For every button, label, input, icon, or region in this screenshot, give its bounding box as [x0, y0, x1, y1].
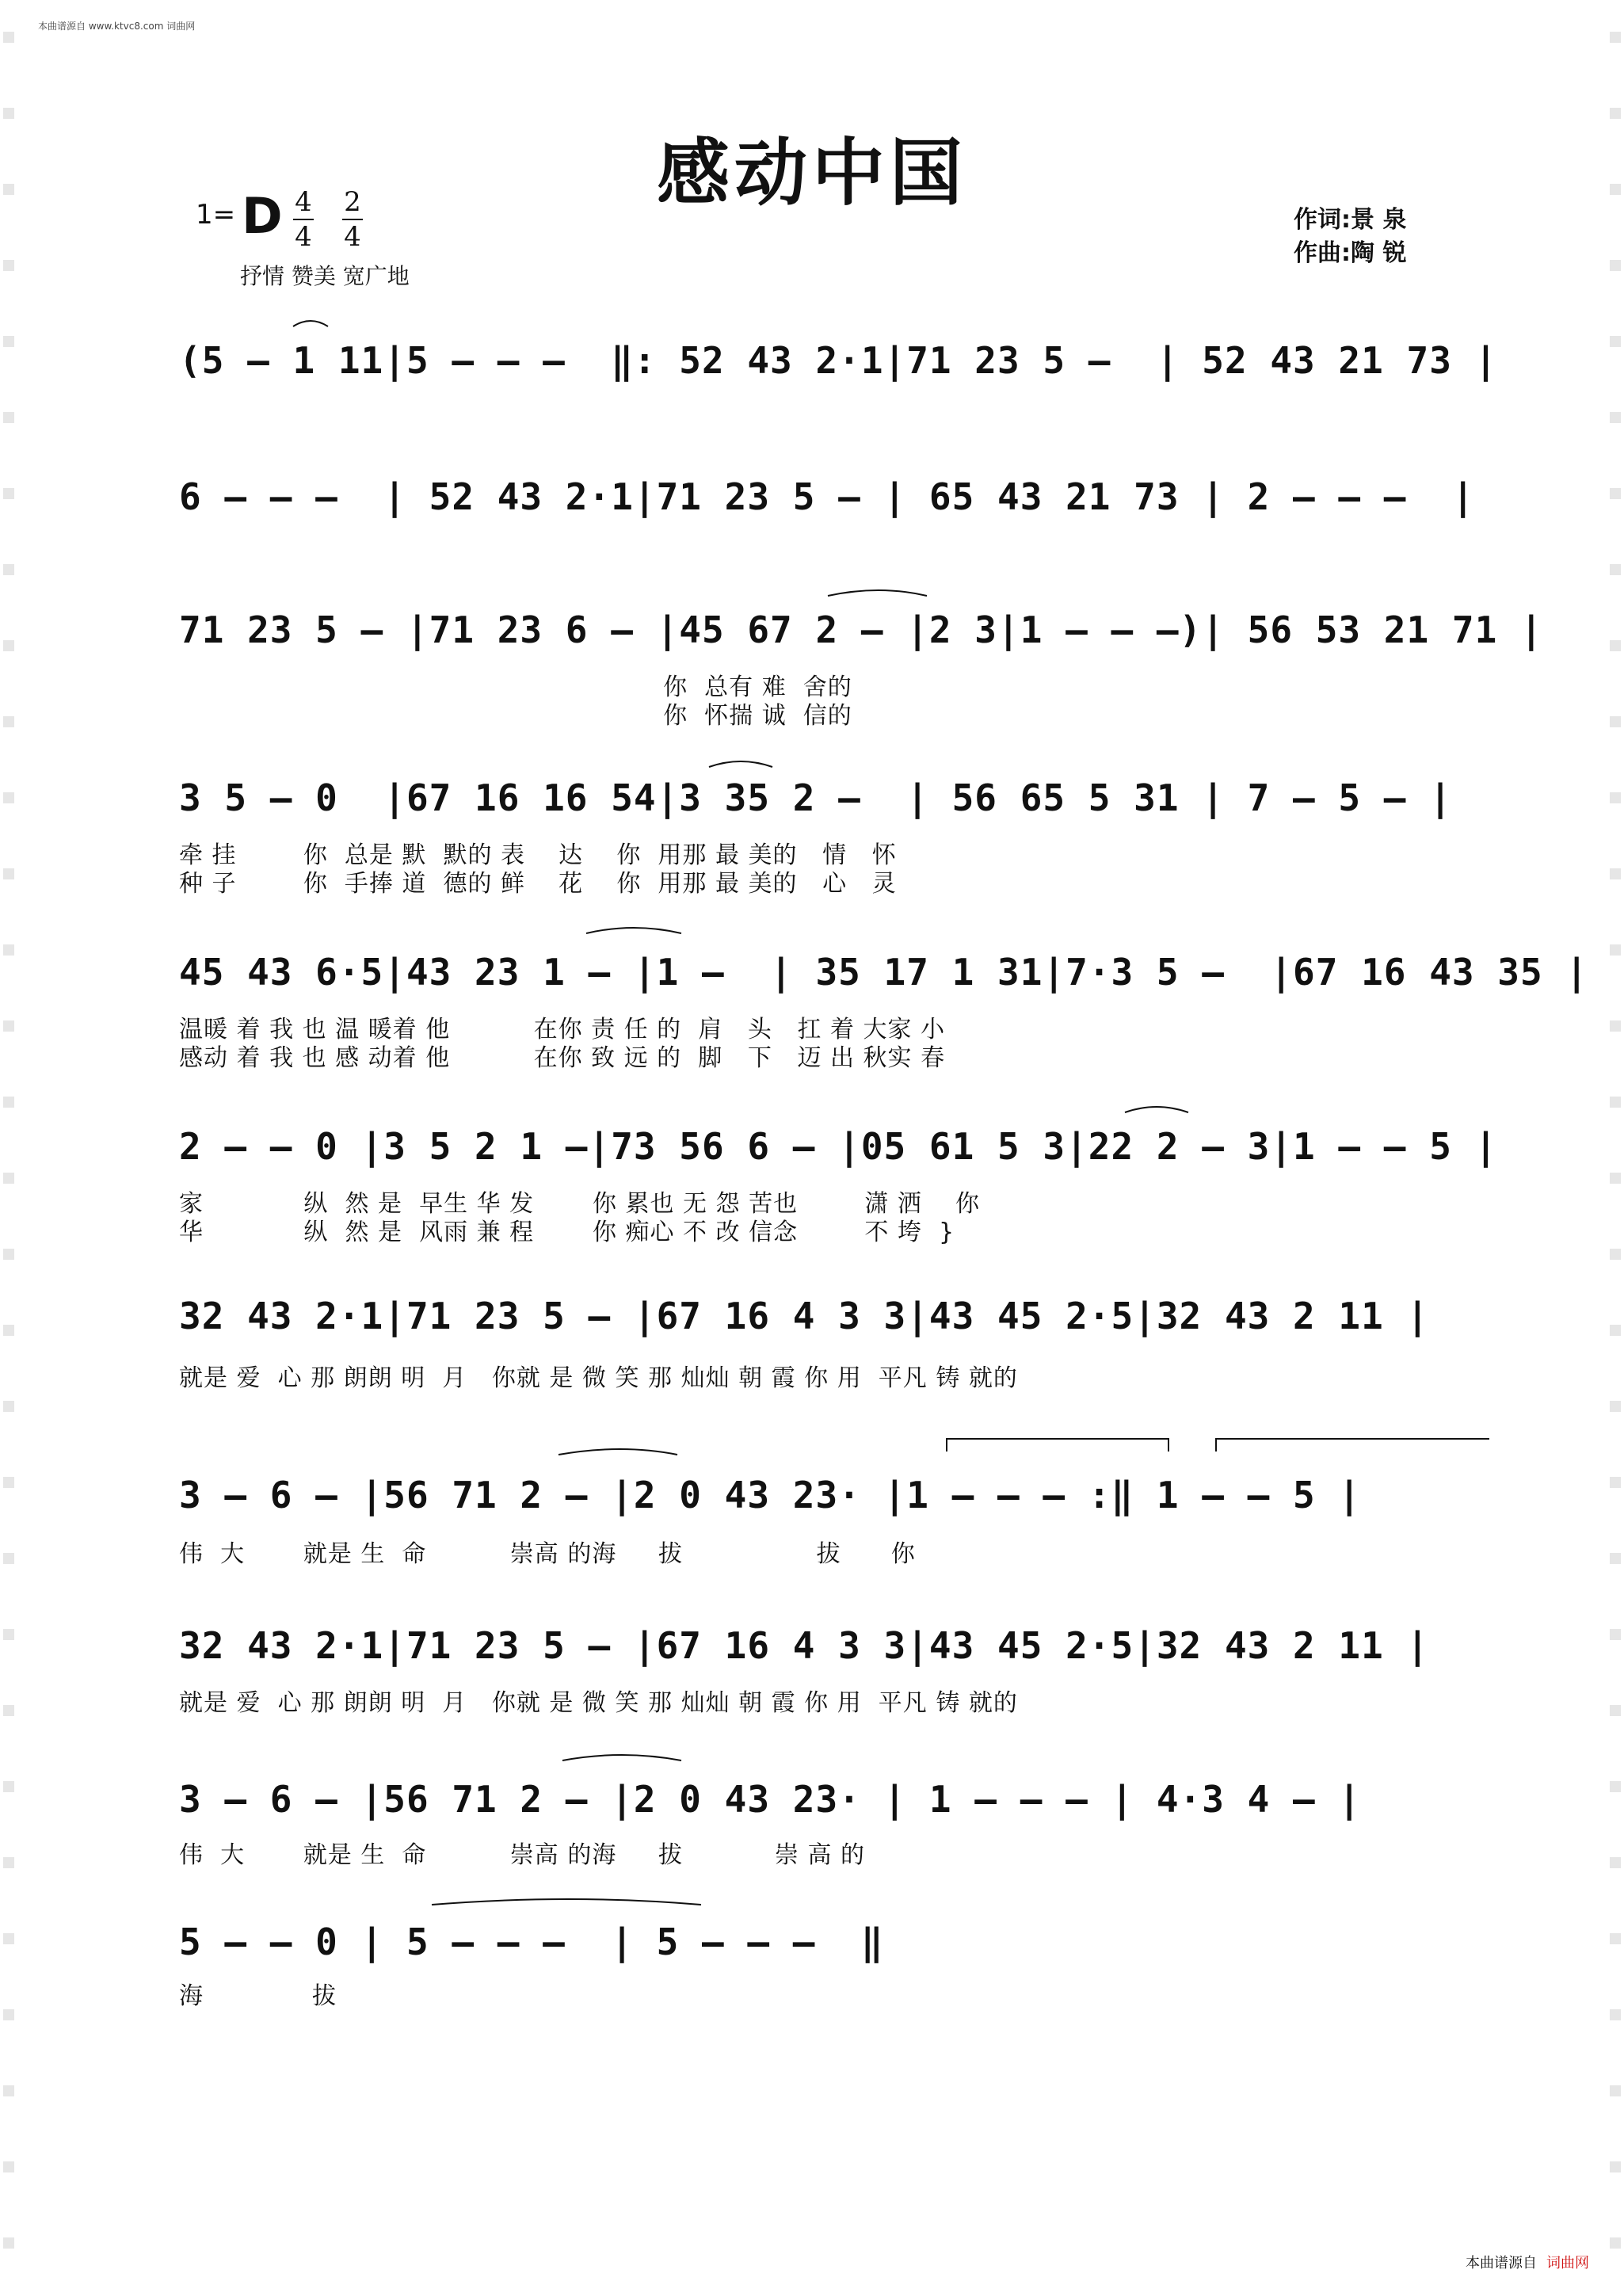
score-row-8: 3 – 6 – |56 71 2 – |2 0 43 23· |1 – – – :‖ 1 – – 5 | [179, 1474, 1362, 1516]
source-label: 本曲谱源自 [1466, 2255, 1537, 2272]
time-signature-1-bottom: 4 [295, 221, 312, 253]
lyric-row-7: 就是 爱 心 那 朗朗 明 月 你就 是 微 笑 那 灿灿 朝 霞 你 用 平凡 铸 就的 [179, 1364, 1018, 1392]
score-row-2: 6 – – – | 52 43 2·1|71 23 5 – | 65 43 21 73 | 2 – – – | [179, 475, 1475, 518]
score-row-1: (5 – 1 11|5 – – – ‖: 52 43 2·1|71 23 5 – | 52 43 21 73 | [179, 339, 1498, 382]
key-note: D [242, 187, 283, 245]
lyric-row-8: 伟 大 就是 生 命 崇高 的海 拔 拔 你 [179, 1540, 916, 1568]
source-note-top: 本曲谱源自 www.ktvc8.com 词曲网 [38, 21, 196, 32]
source-note-bottom [1466, 2252, 1589, 2272]
score-row-9: 32 43 2·1|71 23 5 – |67 16 4 3 3|43 45 2·5|32 43 2 11 | [179, 1624, 1430, 1667]
source-site-link[interactable]: 词曲网 [1546, 2255, 1589, 2272]
time-signature-2-top: 2 [344, 186, 361, 218]
lyric-row-5-verse-2: 感动 着 我 也 感 动着 他 在你 致 远 的 脚 下 迈 出 秋实 春 [179, 1044, 946, 1072]
score-row-5: 45 43 6·5|43 23 1 – |1 – | 35 17 1 31|7·3 5 – |67 16 43 35 | [179, 951, 1589, 994]
score-row-4: 3 5 – 0 |67 16 16 54|3 35 2 – | 56 65 5 31 | 7 – 5 – | [179, 776, 1452, 819]
lyric-row-3-verse-2: 你 怀揣 诚 信的 [179, 702, 852, 730]
lyric-row-6-verse-1: 家 纵 然 是 早生 华 发 你 累也 无 怨 苦也 潇 洒 你 [179, 1190, 981, 1218]
song-title: 感动中国 [656, 131, 967, 216]
score-row-6: 2 – – 0 |3 5 2 1 –|73 56 6 – |05 61 5 3|22 2 – 3|1 – – 5 | [179, 1125, 1498, 1168]
score-row-11: 5 – – 0 | 5 – – – | 5 – – – ‖ [179, 1921, 884, 1963]
composer-credit: 作曲:陶 锐 [1294, 239, 1407, 267]
lyric-row-5-verse-1: 温暖 着 我 也 温 暖着 他 在你 责 任 的 肩 头 扛 着 大家 小 [179, 1016, 946, 1043]
score-row-7: 32 43 2·1|71 23 5 – |67 16 4 3 3|43 45 2·5|32 43 2 11 | [179, 1295, 1430, 1337]
key-prefix: 1= [196, 199, 236, 231]
lyric-row-4-verse-2: 种 子 你 手捧 道 德的 鲜 花 你 用那 最 美的 心 灵 [179, 870, 897, 898]
lyric-row-11: 海 拔 [179, 1982, 337, 2010]
time-signature-1-top: 4 [295, 186, 312, 218]
time-signature-2-bottom: 4 [344, 221, 361, 253]
score-row-10: 3 – 6 – |56 71 2 – |2 0 43 23· | 1 – – – | 4·3 4 – | [179, 1778, 1362, 1821]
score-row-3: 71 23 5 – |71 23 6 – |45 67 2 – |2 3|1 – – –)| 56 53 21 71 | [179, 608, 1543, 651]
lyric-row-10: 伟 大 就是 生 命 崇高 的海 拔 崇 高 的 [179, 1841, 865, 1869]
lyric-row-9: 就是 爱 心 那 朗朗 明 月 你就 是 微 笑 那 灿灿 朝 霞 你 用 平凡 铸 就的 [179, 1689, 1018, 1717]
lyricist-credit: 作词:景 泉 [1294, 206, 1407, 234]
lyric-row-6-verse-2: 华 纵 然 是 风雨 兼 程 你 痴心 不 改 信念 不 垮 } [179, 1219, 955, 1246]
lyric-row-3-verse-1: 你 总有 难 舍的 [179, 673, 852, 701]
performance-direction: 抒情 赞美 宽广地 [240, 263, 410, 289]
lyric-row-4-verse-1: 牵 挂 你 总是 默 默的 表 达 你 用那 最 美的 情 怀 [179, 841, 897, 869]
